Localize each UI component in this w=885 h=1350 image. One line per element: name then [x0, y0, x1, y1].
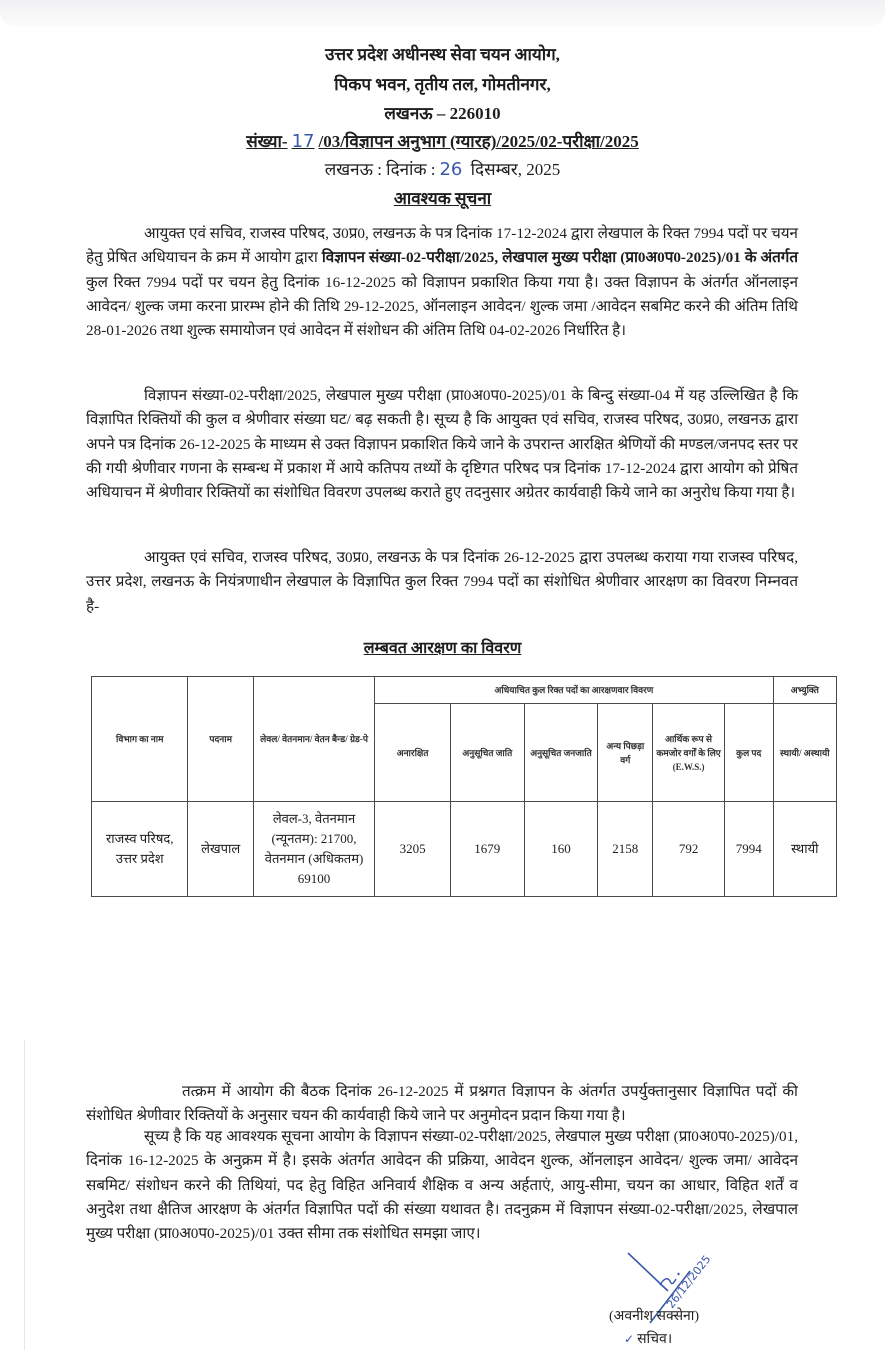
cell-ews: 792 — [653, 802, 725, 897]
table-row — [92, 802, 837, 897]
p1-text-b: कुल रिक्त 7994 पदों पर चयन हेतु दिनांक 16-12-2025 को विज्ञापन प्रकाशित किया गया है। उक्त विज्ञापन के अंतर्गत ऑनलाइन आवेदन/ शुल्क जमा करना प्रारम्भ होने की तिथि 29-12-2025, ऑनलाइन आवेदन/ शुल्क जमा /आवेदन सबमिट करने की अंतिम तिथि 28-01-2026 तथा शुल्क समायोजन एवं आवेदन में संशोधन की अंतिम तिथि 04-02-2026 निर्धारित है। — [86, 273, 798, 340]
header-department: विभाग का नाम — [92, 677, 188, 802]
notice-title: आवश्यक सूचना — [393, 189, 492, 208]
header-ews: आर्थिक रूप से कमजोर वर्गों के लिए (E.W.S.) — [653, 704, 725, 802]
signatory-designation — [624, 1329, 672, 1348]
ref-handwritten: 17 — [291, 131, 315, 152]
header-pay: लेवल/ वेतनमान/ वेतन बैन्ड/ ग्रेड-पे — [253, 677, 374, 802]
date-handwritten: 26 — [439, 159, 463, 180]
cell-st: 160 — [524, 802, 598, 897]
top-edge-band — [0, 0, 885, 26]
header-status: स्थायी/ अस्थायी — [773, 704, 836, 802]
paragraph-4 — [86, 1080, 798, 1129]
city-pin: लखनऊ – 226010 — [384, 104, 501, 123]
date-prefix: लखनऊ : दिनांक : — [324, 160, 436, 179]
designation-text: सचिव। — [637, 1332, 673, 1347]
p1-bold: विज्ञापन संख्या-02-परीक्षा/2025, लेखपाल मुख्य परीक्षा (प्रा0अ0प0-2025)/01 के अंतर्गत — [321, 249, 799, 267]
org-name: उत्तर प्रदेश अधीनस्थ सेवा चयन आयोग, — [325, 45, 560, 64]
header-st: अनुसूचित जनजाति — [524, 704, 598, 802]
issue-date — [0, 157, 885, 180]
table-header-row-1 — [92, 677, 837, 704]
header-post: पदनाम — [188, 677, 253, 802]
paragraph-1 — [86, 222, 798, 343]
header-sc: अनुसूचित जाति — [450, 704, 524, 802]
p1-text-a: आयुक्त एवं सचिव, राजस्व परिषद, उ0प्र0, लखनऊ के पत्र दिनांक 17-12-2024 द्वारा लेखपाल के रिक्त 7994 पदों पर चयन हेतु प्रेषित अधियाचन के क्रम में आयोग द्वारा — [86, 225, 798, 267]
header-remarks: अभ्युक्ति — [773, 677, 836, 704]
p4-text: तत्क्रम में आयोग की बैठक दिनांक 26-12-2025 में प्रश्नगत विज्ञापन के अंतर्गत उपर्युक्तानुसार विज्ञापित पदों की संशोधित श्रेणीवार रिक्तियों के अनुसार चयन की कार्यवाही किये जाने पर अनुमोदन प्रदान किया गया है। — [86, 1083, 798, 1125]
header-obc: अन्य पिछड़ा वर्ग — [598, 704, 653, 802]
paragraph-3 — [86, 546, 798, 619]
table-title: लम्बवत आरक्षण का विवरण — [363, 640, 522, 657]
header-unreserved: अनारक्षित — [375, 704, 451, 802]
cell-unreserved: 3205 — [375, 802, 451, 897]
reference-number — [0, 129, 885, 152]
reservation-table — [91, 676, 837, 897]
ref-suffix: /03/विज्ञापन अनुभाग (ग्यारह)/2025/02-परीक्षा/2025 — [318, 132, 639, 151]
p2-text: विज्ञापन संख्या-02-परीक्षा/2025, लेखपाल मुख्य परीक्षा (प्रा0अ0प0-2025)/01 के बिन्दु संख्या-04 में यह उल्लिखित है कि विज्ञापित रिक्तियों की कुल व श्रेणीवार संख्या घट/ बढ़ सकती है। सूच्य है कि आयुक्त एवं सचिव, राजस्व परिषद, उ0प्र0, लखनऊ द्वारा अपने पत्र दिनांक 26-12-2025 के माध्यम से उक्त विज्ञापन प्रकाशित किये जाने के उपरान्त आरक्षित श्रेणियों की मण्डल/जनपद स्तर पर की गयी श्रेणीवार गणना के सम्बन्ध में प्रकाश में आये कतिपय तथ्यों के दृष्टिगत परिषद पत्र दिनांक 17-12-2024 द्वारा आयोग को प्रेषित अधियाचन में श्रेणीवार रिक्तियों का संशोधित विवरण उपलब्ध कराते हुए तदनुसार अग्रेतर कार्यवाही किये जाने का अनुरोध किया गया है। — [86, 387, 798, 502]
p3-text: आयुक्त एवं सचिव, राजस्व परिषद, उ0प्र0, लखनऊ के पत्र दिनांक 26-12-2025 द्वारा उपलब्ध कराया गया राजस्व परिषद, उत्तर प्रदेश, लखनऊ के नियंत्रणाधीन लेखपाल के विज्ञापित कुल रिक्त 7994 पदों का संशोधित श्रेणीवार आरक्षण का विवरण निम्नवत है- — [86, 549, 798, 615]
address-line: पिकप भवन, तृतीय तल, गोमतीनगर, — [334, 75, 551, 94]
cell-department: राजस्व परिषद, उत्तर प्रदेश — [92, 802, 188, 897]
paragraph-5 — [86, 1125, 798, 1246]
signatory-name: (अवनीश सक्सेना) — [609, 1309, 700, 1324]
ref-prefix: संख्या- — [246, 132, 288, 151]
header-group: अधियाचित कुल रिक्त पदों का आरक्षणवार विवरण — [375, 677, 773, 704]
paragraph-2 — [86, 384, 798, 505]
cell-obc: 2158 — [598, 802, 653, 897]
cell-post: लेखपाल — [188, 802, 253, 897]
cell-sc: 1679 — [450, 802, 524, 897]
p5-text: सूच्य है कि यह आवश्यक सूचना आयोग के विज्ञापन संख्या-02-परीक्षा/2025, लेखपाल मुख्य परीक्षा (प्रा0अ0प0-2025)/01, दिनांक 16-12-2025 के अनुक्रम में है। इसके अंतर्गत आवेदन की प्रक्रिया, आवेदन शुल्क, ऑनलाइन आवेदन/ शुल्क जमा/ आवेदन सबमिट/ संशोधन करने की तिथियां, पद हेतु विहित अनिवार्य शैक्षिक व अन्य अर्हताएं, आयु-सीमा, चयन का आधार, विहित शर्तें व अनुदेश तथा क्षैतिज आरक्षण के अंतर्गत विज्ञापित पदों की संख्या यथावत है। तदनुक्रम में विज्ञापन संख्या-02-परीक्षा/2025, लेखपाल मुख्य परीक्षा (प्रा0अ0प0-2025)/01 उक्त सीमा तक संशोधित समझा जाए। — [86, 1128, 798, 1243]
cell-status: स्थायी — [773, 802, 836, 897]
tick-mark-icon: ✓ — [624, 1332, 635, 1346]
cell-pay: लेवल-3, वेतनमान (न्यूनतम): 21700, वेतनमान (अधिकतम) 69100 — [253, 802, 374, 897]
cell-total: 7994 — [724, 802, 773, 897]
date-suffix: दिसम्बर, 2025 — [470, 160, 561, 179]
scan-crease — [24, 1040, 25, 1350]
signature-date: 26/12/2025 — [664, 1252, 714, 1311]
header-total: कुल पद — [724, 704, 773, 802]
